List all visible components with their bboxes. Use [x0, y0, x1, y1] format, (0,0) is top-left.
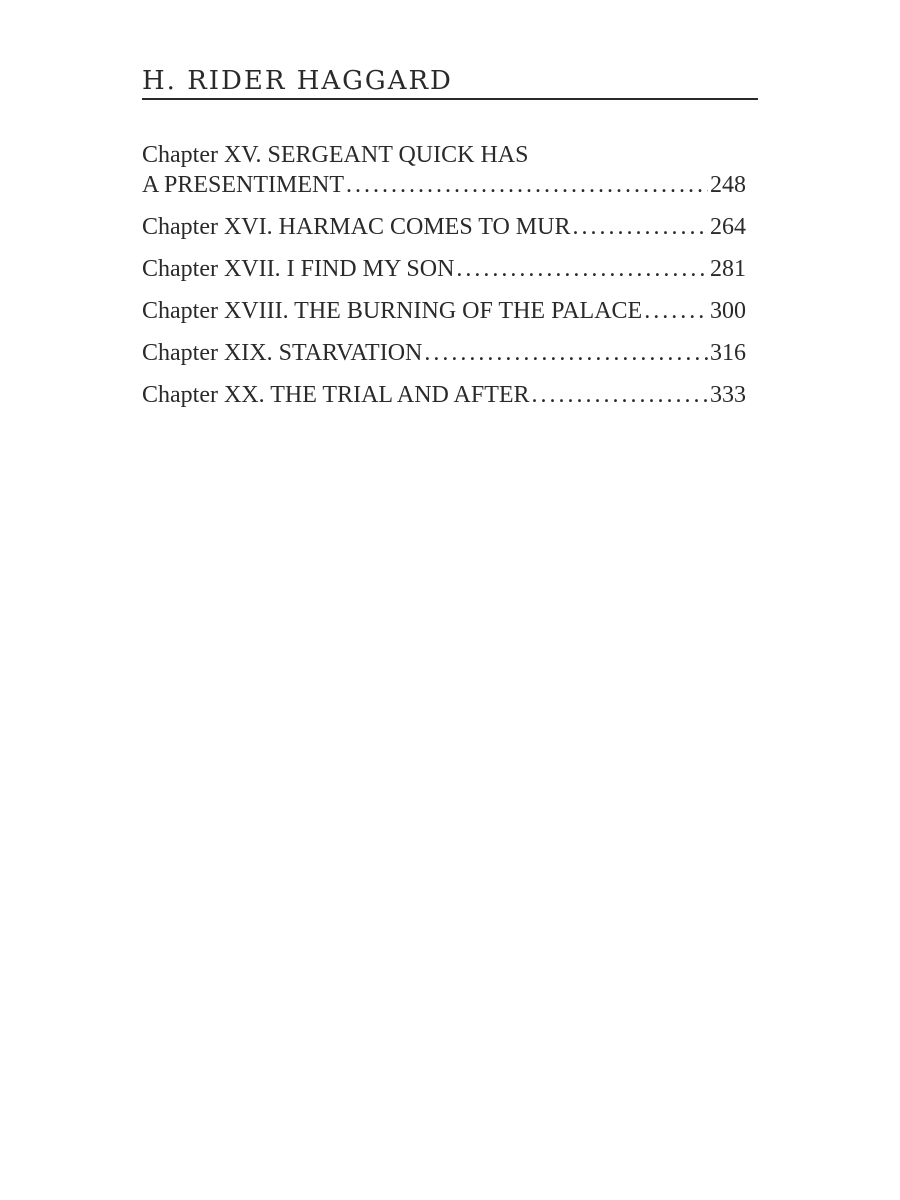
running-header	[142, 66, 758, 100]
toc-entry-chapter-xx[interactable]	[142, 380, 746, 410]
toc-entry-title: Chapter XX. THE TRIAL AND AFTER	[142, 382, 530, 408]
toc-row	[142, 212, 746, 242]
toc-row	[142, 254, 746, 284]
toc-entry-chapter-xvi[interactable]	[142, 212, 746, 242]
toc-entry-title: A PRESENTIMENT	[142, 172, 345, 198]
toc-row	[142, 338, 746, 368]
toc-page-number: 281	[710, 256, 746, 282]
toc-entry-title: Chapter XVI. HARMAC COMES TO MUR	[142, 214, 571, 240]
table-of-contents	[142, 140, 746, 422]
toc-row	[142, 296, 746, 326]
toc-entry-title: Chapter XIX. STARVATION	[142, 340, 423, 366]
dot-leader	[424, 338, 708, 368]
dot-leader	[456, 254, 708, 284]
toc-entry-chapter-xvii[interactable]	[142, 254, 746, 284]
toc-row	[142, 170, 746, 200]
toc-entry-title: Chapter XVIII. THE BURNING OF THE PALACE	[142, 298, 643, 324]
toc-page-number: 300	[710, 298, 746, 324]
author-name: H. RIDER HAGGARD	[142, 66, 453, 96]
dot-leader	[572, 212, 708, 242]
dot-leader	[644, 296, 708, 326]
toc-page-number: 316	[710, 340, 746, 366]
toc-page-number: 264	[710, 214, 746, 240]
dot-leader	[532, 380, 708, 410]
toc-entry-title: Chapter XVII. I FIND MY SON	[142, 256, 455, 282]
toc-page-number: 333	[710, 382, 746, 408]
toc-entry-chapter-xv[interactable]	[142, 140, 746, 200]
toc-entry-chapter-xix[interactable]	[142, 338, 746, 368]
toc-row	[142, 380, 746, 410]
toc-page-number: 248	[710, 172, 746, 198]
toc-entry-chapter-xviii[interactable]	[142, 296, 746, 326]
dot-leader	[346, 170, 708, 200]
toc-entry-title-line1: Chapter XV. SERGEANT QUICK HAS	[142, 142, 529, 168]
